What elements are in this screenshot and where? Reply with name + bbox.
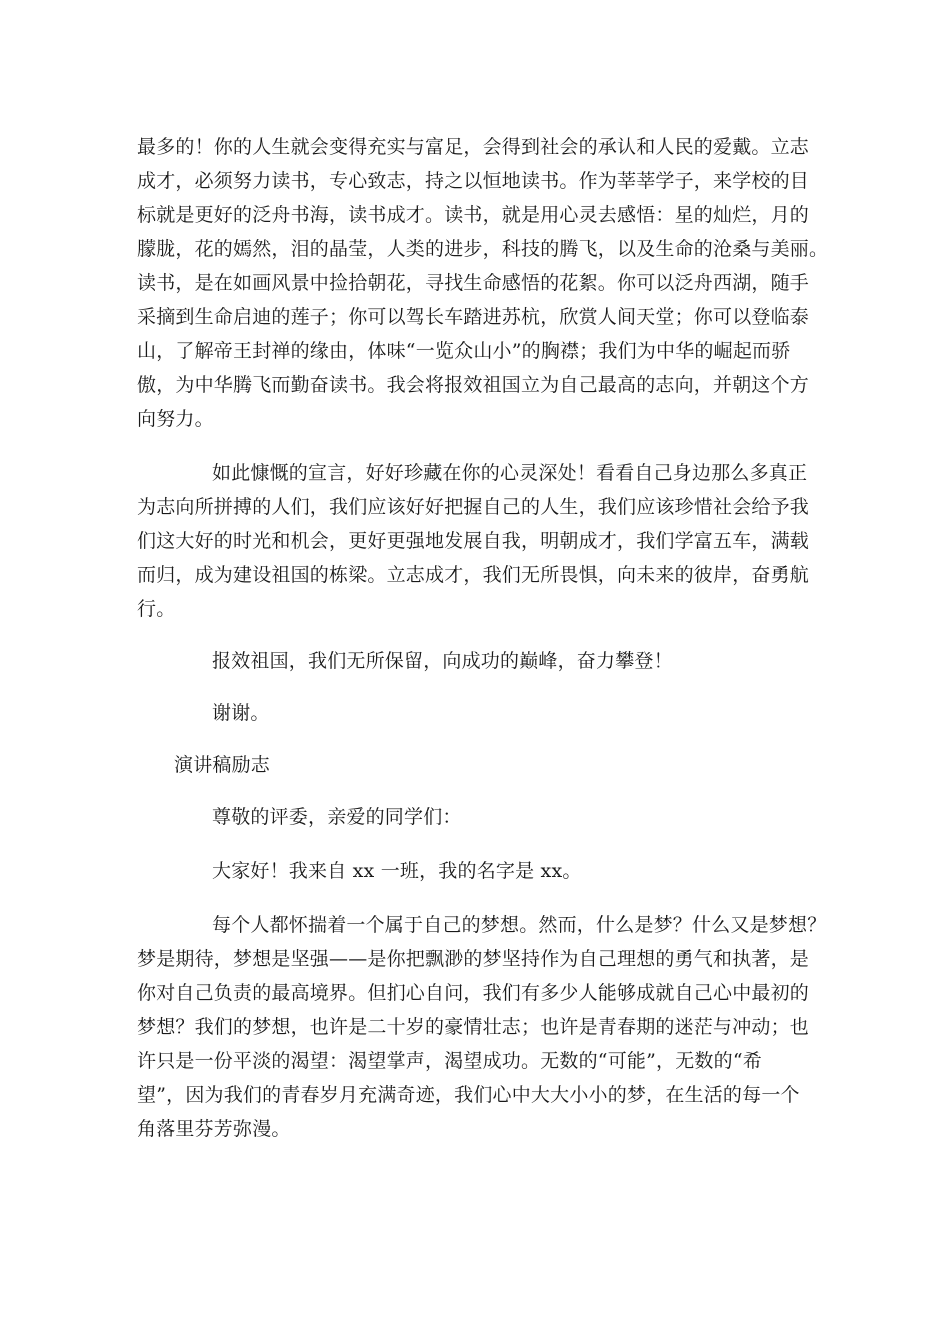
paragraph-2-line-5: 行。 xyxy=(137,598,176,620)
paragraph-2-line-1: 如此慷慨的宣言，好好珍藏在你的心灵深处！看看自己身边那么多真正 xyxy=(212,462,808,484)
paragraph-2-line-3: 们这大好的时光和机会，更好更强地发展自我，明朝成才，我们学富五车，满载 xyxy=(137,530,810,552)
paragraph-1-line-7: 山，了解帝王封禅的缘由，体味“一览众山小”的胸襟；我们为中华的崛起而骄 xyxy=(137,340,791,362)
paragraph-3: 报效祖国，我们无所保留，向成功的巅峰，奋力攀登！ xyxy=(212,650,673,672)
section-title: 演讲稿励志 xyxy=(174,754,271,776)
paragraph-4: 谢谢。 xyxy=(212,702,270,724)
paragraph-1-line-6: 采摘到生命启迪的莲子；你可以驾长车踏进苏杭，欣赏人间天堂；你可以登临泰 xyxy=(137,306,810,328)
paragraph-5-line-4: 梦想？我们的梦想，也许是二十岁的豪情壮志；也许是青春期的迷茫与冲动；也 xyxy=(137,1016,810,1038)
paragraph-1-line-4: 朦胧，花的嫣然，泪的晶莹，人类的进步，科技的腾飞，以及生命的沧桑与美丽。 xyxy=(137,238,829,260)
paragraph-1-line-3: 标就是更好的泛舟书海，读书成才。读书，就是用心灵去感悟：星的灿烂，月的 xyxy=(137,204,810,226)
paragraph-5-line-3: 你对自己负责的最高境界。但扪心自问，我们有多少人能够成就自己心中最初的 xyxy=(137,982,810,1004)
paragraph-1-line-5: 读书，是在如画风景中捡拾朝花，寻找生命感悟的花絮。你可以泛舟西湖，随手 xyxy=(137,272,810,294)
paragraph-2-line-4: 而归，成为建设祖国的栋梁。立志成才，我们无所畏惧，向未来的彼岸，奋勇航 xyxy=(137,564,810,586)
paragraph-1-line-1: 最多的！你的人生就会变得充实与富足，会得到社会的承认和人民的爱戴。立志 xyxy=(137,136,810,158)
paragraph-1-line-2: 成才，必须努力读书，专心致志，持之以恒地读书。作为莘莘学子，来学校的目 xyxy=(137,170,810,192)
intro: 大家好！我来自 xx 一班，我的名字是 xx。 xyxy=(212,860,582,882)
paragraph-1-line-8: 傲，为中华腾飞而勤奋读书。我会将报效祖国立为自己最高的志向，并朝这个方 xyxy=(137,374,810,396)
paragraph-5-line-6: 望”，因为我们的青春岁月充满奇迹，我们心中大大小小的梦，在生活的每一个 xyxy=(137,1084,800,1106)
paragraph-5-line-5: 许只是一份平淡的渴望：渴望掌声，渴望成功。无数的“可能”，无数的“希 xyxy=(137,1050,762,1072)
paragraph-5-line-2: 梦是期待，梦想是坚强——是你把飘渺的梦坚持作为自己理想的勇气和执著，是 xyxy=(137,948,810,970)
greeting: 尊敬的评委，亲爱的同学们： xyxy=(212,806,462,828)
paragraph-5-line-7: 角落里芬芳弥漫。 xyxy=(137,1118,291,1140)
paragraph-2-line-2: 为志向所拼搏的人们，我们应该好好把握自己的人生，我们应该珍惜社会给予我 xyxy=(137,496,810,518)
paragraph-5-line-1: 每个人都怀揣着一个属于自己的梦想。然而，什么是梦？什么又是梦想？ xyxy=(212,914,827,936)
paragraph-1-line-9: 向努力。 xyxy=(137,408,214,430)
